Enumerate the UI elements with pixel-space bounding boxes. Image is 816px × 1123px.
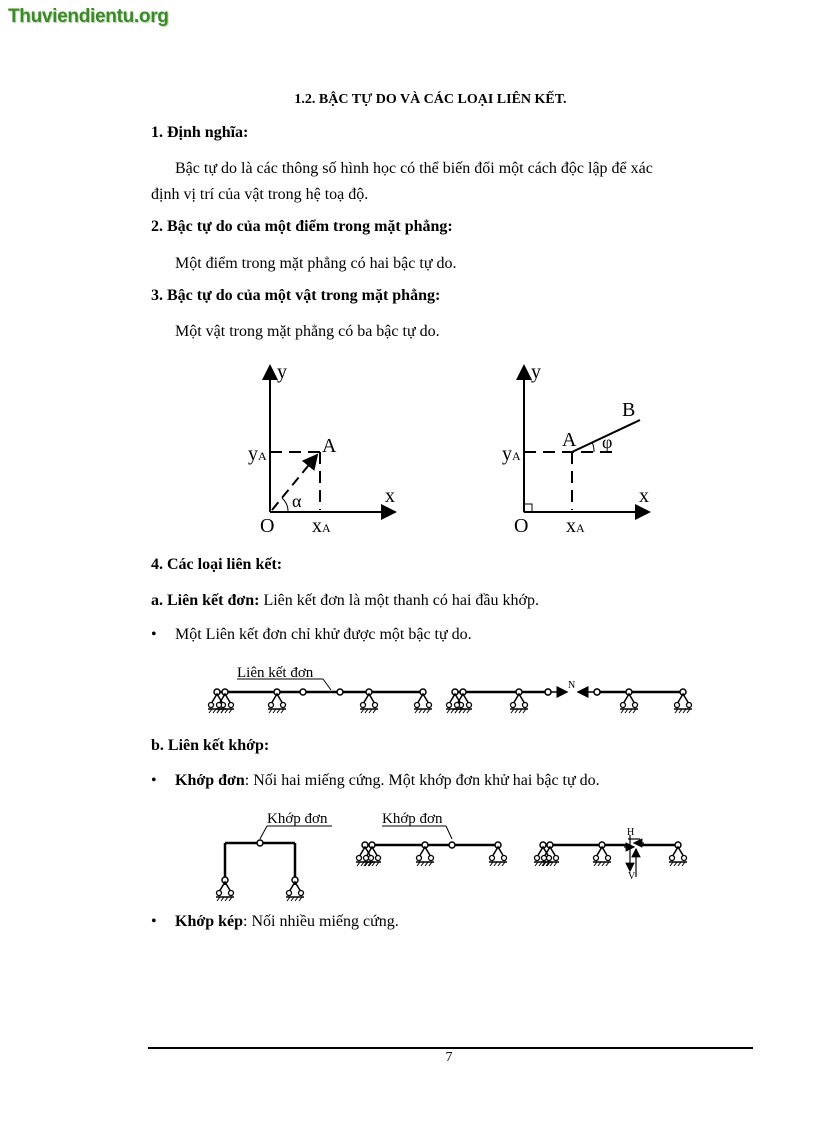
heading-body-dof: 3. Bậc tự do của một vật trong mặt phẳng:: [151, 287, 441, 304]
phi-label: φ: [602, 432, 613, 452]
footer-divider: [148, 1047, 753, 1049]
page-number: 7: [445, 1050, 453, 1065]
bullet-simple-link: • Một Liên kết đơn chỉ khử được một bậc tự do.: [151, 626, 472, 643]
body-dof-text: Một vật trong mặt phẳng có ba bậc tự do.: [175, 323, 440, 340]
force-n-label: N: [568, 680, 576, 691]
force-v-label: V: [628, 871, 636, 882]
bullet-simple-hinge: • Khớp đơn: Nối hai miếng cứng. Một khớp đơn khử hai bậc tự do.: [151, 772, 600, 789]
point-b-label: B: [622, 399, 636, 421]
heading-point-dof: 2. Bậc tự do của một điểm trong mặt phẳng:: [151, 218, 453, 235]
xa-label: x: [566, 515, 576, 537]
svg-text:xA: xA: [312, 515, 331, 537]
y-label: y: [277, 361, 287, 383]
simple-link-label: Liên kết đơn: [237, 665, 314, 681]
origin-label: O: [514, 515, 529, 537]
alpha-label: α: [292, 491, 302, 511]
svg-text:yA: yA: [502, 443, 521, 465]
hinge-label-1: Khớp đơn: [267, 811, 328, 827]
heading-hinge-link: b. Liên kết khớp:: [151, 737, 270, 754]
body-coordinate-figure: [494, 360, 674, 540]
x-label: x: [385, 485, 395, 507]
point-dof-text: Một điểm trong mặt phẳng có hai bậc tự do.: [175, 255, 457, 272]
x-label: x: [639, 485, 649, 507]
xa-label: x: [312, 515, 322, 537]
force-h-label: H: [627, 827, 635, 838]
point-coordinate-figure: [240, 360, 420, 540]
svg-text:yA: yA: [248, 443, 267, 465]
point-a-label: A: [322, 435, 337, 457]
bullet-double-hinge: • Khớp kép: Nối nhiều miếng cứng.: [151, 913, 399, 930]
heading-definition: 1. Định nghĩa:: [151, 124, 249, 141]
watermark-logo: Thuviendientu.org: [8, 6, 169, 27]
point-a-label: A: [562, 429, 577, 451]
simple-hinge-figure: [210, 805, 690, 900]
ya-label: y: [502, 443, 512, 465]
definition-line2: định vị trí của vật trong hệ toạ độ.: [151, 186, 369, 203]
definition-line1: Bậc tự do là các thông số hình học có thể biến đổi một cách độc lập để xác: [175, 160, 653, 177]
ya-label: y: [248, 443, 258, 465]
y-label: y: [531, 361, 541, 383]
simple-link-figure: [205, 660, 695, 728]
simple-link-definition: a. Liên kết đơn: Liên kết đơn là một thanh có hai đầu khớp.: [151, 592, 539, 609]
section-title: 1.2. BẬC TỰ DO VÀ CÁC LOẠI LIÊN KẾT.: [294, 92, 567, 107]
heading-constraints: 4. Các loại liên kết:: [151, 556, 283, 573]
hinge-label-2: Khớp đơn: [382, 811, 443, 827]
svg-text:xA: xA: [566, 515, 585, 537]
origin-label: O: [260, 515, 275, 537]
